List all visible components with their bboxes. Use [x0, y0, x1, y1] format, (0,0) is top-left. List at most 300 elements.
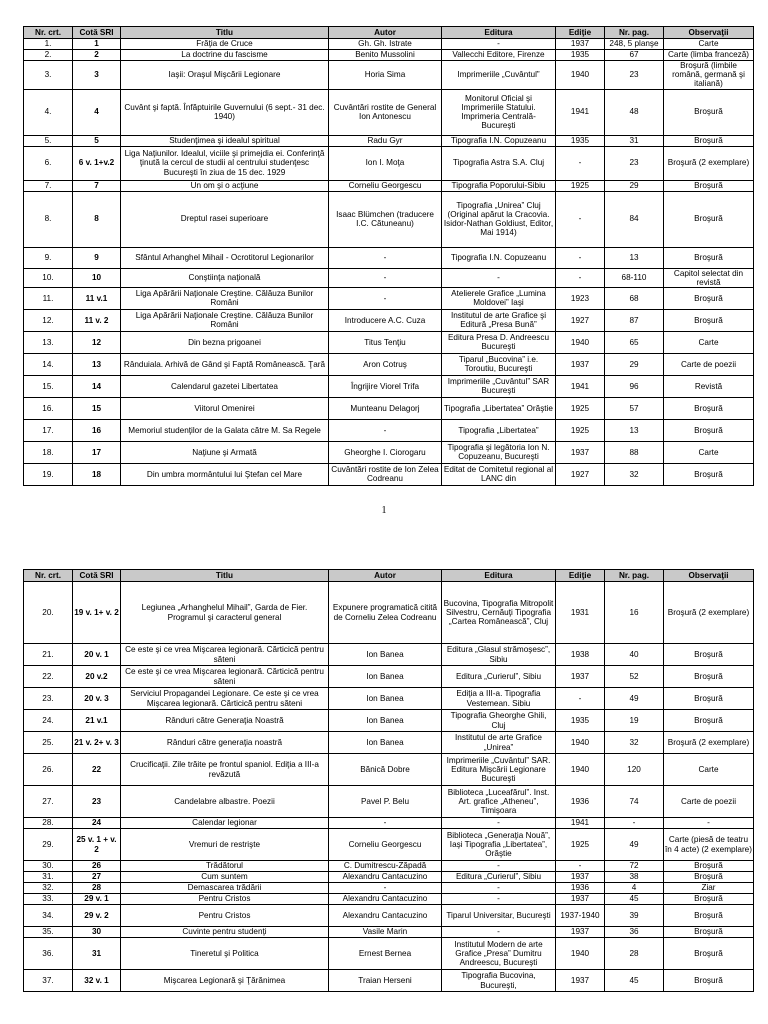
cell-cota: 7 — [73, 180, 121, 191]
cell-titlu: Din umbra mormântului lui Ştefan cel Mare — [121, 463, 329, 485]
cell-cota: 21 v.1 — [73, 710, 121, 732]
cell-editura: Tipografia şi legătoria Ion N. Copuzeanu, Bucureşti — [442, 441, 556, 463]
cell-nr-pag: 40 — [605, 644, 664, 666]
cell-autor: Pavel P. Belu — [329, 786, 442, 818]
cell-editura: Biblioteca „Generaţia Nouă”, Iaşi Tipografia „Libertatea”, Orăştie — [442, 829, 556, 861]
cell-autor: Expunere programatică citită de Corneliu Zelea Codreanu — [329, 582, 442, 644]
cell-nr: 9. — [24, 247, 73, 268]
cell-editura: Bucovina, Tipografia Mitropolit Silvestru, Cernăuţi Tipografia „Cartea Românească”, Cluj — [442, 582, 556, 644]
cell-observatii: Broşură — [664, 191, 754, 247]
cell-editura: Tipografia Astra S.A. Cluj — [442, 146, 556, 180]
cell-nr: 6. — [24, 146, 73, 180]
cell-autor: Aron Cotruş — [329, 353, 442, 375]
cell-editura: Editura „Curierul”, Sibiu — [442, 666, 556, 688]
table-row — [24, 710, 754, 732]
cell-editura: - — [442, 39, 556, 50]
cell-cota: 27 — [73, 872, 121, 883]
cell-observatii: Revistă — [664, 375, 754, 397]
cell-autor: Titus Tenţiu — [329, 331, 442, 353]
cell-autor: Cuvântări rostite de Ion Zelea Codreanu — [329, 463, 442, 485]
cell-cota: 29 v. 2 — [73, 905, 121, 927]
cell-nr-pag: 32 — [605, 732, 664, 754]
cell-cota: 12 — [73, 331, 121, 353]
cell-nr-pag: 120 — [605, 754, 664, 786]
cell-editura: Institutul de arte Grafice „Unirea” — [442, 732, 556, 754]
cell-autor: Traian Herseni — [329, 970, 442, 992]
cell-editie: 1940 — [556, 331, 605, 353]
cell-nr: 16. — [24, 397, 73, 419]
cell-nr: 13. — [24, 331, 73, 353]
cell-cota: 14 — [73, 375, 121, 397]
table-row — [24, 927, 754, 938]
cell-nr-pag: 74 — [605, 786, 664, 818]
table-row — [24, 732, 754, 754]
col-editura: Editura — [442, 570, 556, 582]
cell-observatii: Broşură — [664, 397, 754, 419]
cell-titlu: Rânduri către generaţia noastră — [121, 732, 329, 754]
cell-titlu: Cuvânt şi faptă. Înfăptuirile Guvernului (6 sept.- 31 dec. 1940) — [121, 89, 329, 135]
cell-titlu: Pentru Cristos — [121, 905, 329, 927]
cell-titlu: Studenţimea şi idealul spiritual — [121, 135, 329, 146]
cell-autor: Introducere A.C. Cuza — [329, 309, 442, 331]
cell-observatii: Broşură — [664, 872, 754, 883]
cell-nr: 2. — [24, 50, 73, 61]
cell-nr-pag: 49 — [605, 688, 664, 710]
cell-observatii: Broşură — [664, 644, 754, 666]
cell-nr-pag: 38 — [605, 872, 664, 883]
cell-nr-pag: 68-110 — [605, 268, 664, 287]
cell-titlu: Cuvinte pentru studenţi — [121, 927, 329, 938]
col-titlu: Titlu — [121, 27, 329, 39]
col-titlu: Titlu — [121, 570, 329, 582]
cell-autor: - — [329, 268, 442, 287]
cell-editie: 1938 — [556, 644, 605, 666]
cell-observatii: Broşură (2 exemplare) — [664, 146, 754, 180]
cell-observatii: Broşură — [664, 463, 754, 485]
cell-editura: - — [442, 894, 556, 905]
cell-observatii: Carte — [664, 331, 754, 353]
cell-titlu: Pentru Cristos — [121, 894, 329, 905]
table-body — [24, 582, 754, 992]
cell-nr: 10. — [24, 268, 73, 287]
cell-cota: 31 — [73, 938, 121, 970]
table-row — [24, 287, 754, 309]
cell-observatii: Broşură — [664, 89, 754, 135]
cell-nr: 15. — [24, 375, 73, 397]
cell-observatii: Carte — [664, 754, 754, 786]
cell-autor: Gheorghe I. Ciorogaru — [329, 441, 442, 463]
cell-cota: 21 v. 2+ v. 3 — [73, 732, 121, 754]
cell-editura: Vallecchi Editore, Firenze — [442, 50, 556, 61]
cell-editie: - — [556, 861, 605, 872]
cell-titlu: Un om şi o acţiune — [121, 180, 329, 191]
col-nr: Nr. crt. — [24, 27, 73, 39]
cell-autor: Ion Banea — [329, 732, 442, 754]
cell-observatii: - — [664, 818, 754, 829]
cell-editura: - — [442, 268, 556, 287]
cell-nr-pag: 36 — [605, 927, 664, 938]
cell-observatii: Broşură — [664, 309, 754, 331]
cell-cota: 32 v. 1 — [73, 970, 121, 992]
cell-nr-pag: 45 — [605, 894, 664, 905]
cell-autor: Munteanu Delagorj — [329, 397, 442, 419]
cell-observatii: Broşură — [664, 666, 754, 688]
cell-editura: Editura Presa D. Andreescu Bucureşti — [442, 331, 556, 353]
cell-nr-pag: 96 — [605, 375, 664, 397]
table-page-2 — [23, 569, 753, 992]
cell-cota: 25 v. 1 + v. 2 — [73, 829, 121, 861]
cell-editie: 1937 — [556, 666, 605, 688]
cell-editie: - — [556, 268, 605, 287]
cell-editie: 1937 — [556, 872, 605, 883]
cell-editura: Tipografia Bucovina, Bucureşti, — [442, 970, 556, 992]
cell-titlu: Dreptul rasei superioare — [121, 191, 329, 247]
cell-cota: 20 v.2 — [73, 666, 121, 688]
inventory-table — [23, 26, 754, 486]
cell-observatii: Capitol selectat din revistă — [664, 268, 754, 287]
cell-editie: 1931 — [556, 582, 605, 644]
cell-cota: 13 — [73, 353, 121, 375]
cell-nr: 36. — [24, 938, 73, 970]
table-row — [24, 191, 754, 247]
cell-observatii: Carte (piesă de teatru în 4 acte) (2 exemplare) — [664, 829, 754, 861]
cell-editura: Editura „Glasul strămoşesc”, Sibiu — [442, 644, 556, 666]
cell-titlu: Frăţia de Cruce — [121, 39, 329, 50]
cell-cota: 19 v. 1+ v. 2 — [73, 582, 121, 644]
cell-nr: 5. — [24, 135, 73, 146]
cell-nr: 25. — [24, 732, 73, 754]
cell-autor: Radu Gyr — [329, 135, 442, 146]
cell-autor: Alexandru Cantacuzino — [329, 905, 442, 927]
cell-nr: 22. — [24, 666, 73, 688]
cell-observatii: Carte — [664, 39, 754, 50]
cell-autor: - — [329, 818, 442, 829]
cell-cota: 9 — [73, 247, 121, 268]
cell-editura: Monitorul Oficial şi Imprimeriile Statului. Imprimeria Centrală- Bucureşti — [442, 89, 556, 135]
cell-autor: Alexandru Cantacuzino — [329, 894, 442, 905]
cell-cota: 20 v. 3 — [73, 688, 121, 710]
cell-titlu: Mişcarea Legionară şi Ţărănimea — [121, 970, 329, 992]
cell-titlu: Rânduri către Generaţia Noastră — [121, 710, 329, 732]
cell-titlu: Liga Apărării Naţionale Creştine. Călăuza Bunilor Români — [121, 309, 329, 331]
cell-autor: Gh. Gh. Istrate — [329, 39, 442, 50]
cell-observatii: Broşură — [664, 180, 754, 191]
cell-editura: Atelierele Grafice „Lumina Moldovei” Iaşi — [442, 287, 556, 309]
cell-editura: Tipografia „Libertatea” — [442, 419, 556, 441]
cell-editura: - — [442, 818, 556, 829]
table-row — [24, 970, 754, 992]
cell-nr: 29. — [24, 829, 73, 861]
cell-nr: 11. — [24, 287, 73, 309]
cell-nr: 20. — [24, 582, 73, 644]
cell-autor: Ion Banea — [329, 644, 442, 666]
cell-nr: 26. — [24, 754, 73, 786]
cell-nr: 33. — [24, 894, 73, 905]
cell-autor: Ion I. Moţa — [329, 146, 442, 180]
cell-editie: - — [556, 247, 605, 268]
cell-nr: 34. — [24, 905, 73, 927]
cell-autor: Îngrijire Viorel Trifa — [329, 375, 442, 397]
table-row — [24, 582, 754, 644]
table-row — [24, 61, 754, 90]
cell-observatii: Broşură — [664, 287, 754, 309]
cell-autor: Ion Banea — [329, 666, 442, 688]
cell-editie: 1927 — [556, 309, 605, 331]
cell-editura: Imprimeriile „Cuvântul” SAR. Editura Mişcării Legionare Bucureşti — [442, 754, 556, 786]
cell-editura: Tipografia „Libertatea” Orăştie — [442, 397, 556, 419]
table-row — [24, 644, 754, 666]
cell-autor: C. Dumitrescu-Zăpadă — [329, 861, 442, 872]
cell-nr: 8. — [24, 191, 73, 247]
cell-nr-pag: 57 — [605, 397, 664, 419]
cell-titlu: Calendarul gazetei Libertatea — [121, 375, 329, 397]
cell-titlu: Din bezna prigoanei — [121, 331, 329, 353]
cell-editie: 1925 — [556, 829, 605, 861]
col-editie: Ediţie — [556, 27, 605, 39]
cell-observatii: Broşură (2 exemplare) — [664, 582, 754, 644]
col-nr: Nr. crt. — [24, 570, 73, 582]
cell-editura: - — [442, 861, 556, 872]
table-row — [24, 247, 754, 268]
table-row — [24, 829, 754, 861]
cell-editie: 1936 — [556, 786, 605, 818]
table-row — [24, 905, 754, 927]
cell-titlu: Legiunea „Arhanghelul Mihail”, Garda de Fier. Programul şi caracterul general — [121, 582, 329, 644]
cell-autor: Ion Banea — [329, 688, 442, 710]
cell-editie: 1937 — [556, 970, 605, 992]
cell-nr: 3. — [24, 61, 73, 90]
cell-editura: Imprimeriile „Cuvântul” — [442, 61, 556, 90]
table-row — [24, 883, 754, 894]
cell-observatii: Broşură — [664, 927, 754, 938]
cell-editie: 1941 — [556, 89, 605, 135]
cell-nr-pag: 23 — [605, 146, 664, 180]
cell-cota: 2 — [73, 50, 121, 61]
cell-cota: 20 v. 1 — [73, 644, 121, 666]
cell-cota: 15 — [73, 397, 121, 419]
cell-titlu: Trădătorul — [121, 861, 329, 872]
cell-cota: 10 — [73, 268, 121, 287]
cell-nr-pag: 13 — [605, 419, 664, 441]
cell-autor: Isaac Blümchen (traducere I.C. Cătuneanu) — [329, 191, 442, 247]
cell-editie: 1935 — [556, 135, 605, 146]
cell-nr: 35. — [24, 927, 73, 938]
cell-editie: 1925 — [556, 180, 605, 191]
cell-nr: 17. — [24, 419, 73, 441]
cell-nr-pag: 13 — [605, 247, 664, 268]
cell-editura: Editat de Comitetul regional al LANC din — [442, 463, 556, 485]
cell-editie: 1940 — [556, 732, 605, 754]
cell-titlu: Candelabre albastre. Poezii — [121, 786, 329, 818]
cell-nr: 14. — [24, 353, 73, 375]
table-row — [24, 938, 754, 970]
inventory-table — [23, 569, 754, 992]
cell-observatii: Broşură — [664, 135, 754, 146]
cell-titlu: Naţiune şi Armată — [121, 441, 329, 463]
cell-cota: 6 v. 1+v.2 — [73, 146, 121, 180]
cell-cota: 18 — [73, 463, 121, 485]
cell-observatii: Broşură — [664, 710, 754, 732]
cell-editie: 1937 — [556, 39, 605, 50]
cell-nr-pag: 68 — [605, 287, 664, 309]
cell-nr-pag: 23 — [605, 61, 664, 90]
col-cota: Cotă SRI — [73, 27, 121, 39]
cell-nr-pag: - — [605, 818, 664, 829]
col-editie: Ediţie — [556, 570, 605, 582]
cell-observatii: Ziar — [664, 883, 754, 894]
cell-editie: 1935 — [556, 710, 605, 732]
cell-cota: 24 — [73, 818, 121, 829]
cell-editura: Tipografia „Unirea” Cluj (Original apărut la Cracovia. Isidor-Nathan Goldiust, Editor, Mai 1914) — [442, 191, 556, 247]
cell-cota: 26 — [73, 861, 121, 872]
table-row — [24, 375, 754, 397]
table-body — [24, 39, 754, 486]
cell-cota: 8 — [73, 191, 121, 247]
cell-editie: 1940 — [556, 61, 605, 90]
col-autor: Autor — [329, 570, 442, 582]
cell-editie: 1936 — [556, 883, 605, 894]
cell-nr: 18. — [24, 441, 73, 463]
cell-observatii: Carte (limba franceză) — [664, 50, 754, 61]
col-cota: Cotă SRI — [73, 570, 121, 582]
cell-observatii: Broşură (2 exemplare) — [664, 732, 754, 754]
cell-nr: 30. — [24, 861, 73, 872]
table-row — [24, 463, 754, 485]
col-autor: Autor — [329, 27, 442, 39]
cell-titlu: Liga Naţiunilor. Idealul, viciile şi primejdia ei. Conferinţă ţinută la cercul de studii al centrului studenţesc Bucureşti în ziua de 15 dec. 1929 — [121, 146, 329, 180]
cell-editie: 1925 — [556, 397, 605, 419]
cell-nr-pag: 32 — [605, 463, 664, 485]
cell-nr-pag: 31 — [605, 135, 664, 146]
table-row — [24, 786, 754, 818]
cell-editura: Tipografia Gheorghe Ghili, Cluj — [442, 710, 556, 732]
cell-titlu: Memoriul studenţilor de la Galata către M. Sa Regele — [121, 419, 329, 441]
cell-cota: 28 — [73, 883, 121, 894]
cell-cota: 4 — [73, 89, 121, 135]
cell-nr-pag: 88 — [605, 441, 664, 463]
cell-nr-pag: 248, 5 planşe — [605, 39, 664, 50]
cell-titlu: La doctrine du fascisme — [121, 50, 329, 61]
cell-editie: 1940 — [556, 938, 605, 970]
table-row — [24, 397, 754, 419]
cell-nr-pag: 87 — [605, 309, 664, 331]
table-row — [24, 441, 754, 463]
table-row — [24, 872, 754, 883]
cell-editura: Institutul Modern de arte Grafice „Presa” Dumitru Andreescu, Bucureşti — [442, 938, 556, 970]
cell-nr: 28. — [24, 818, 73, 829]
cell-nr: 1. — [24, 39, 73, 50]
col-observatii: Observaţii — [664, 27, 754, 39]
cell-titlu: Liga Apărării Naţionale Creştine. Călăuza Bunilor Români — [121, 287, 329, 309]
cell-editie: 1923 — [556, 287, 605, 309]
cell-editie: 1935 — [556, 50, 605, 61]
cell-observatii: Carte de poezii — [664, 786, 754, 818]
cell-editura: - — [442, 883, 556, 894]
cell-nr: 23. — [24, 688, 73, 710]
table-row — [24, 688, 754, 710]
cell-autor: Alexandru Cantacuzino — [329, 872, 442, 883]
cell-titlu: Sfântul Arhanghel Mihail - Ocrotitorul Legionarilor — [121, 247, 329, 268]
cell-cota: 5 — [73, 135, 121, 146]
cell-autor: Cuvântări rostite de General Ion Antonescu — [329, 89, 442, 135]
cell-cota: 30 — [73, 927, 121, 938]
cell-editie: 1927 — [556, 463, 605, 485]
cell-autor: Corneliu Georgescu — [329, 829, 442, 861]
table-row — [24, 309, 754, 331]
table-row — [24, 894, 754, 905]
cell-editura: Tipografia Poporului-Sibiu — [442, 180, 556, 191]
cell-observatii: Broşură — [664, 970, 754, 992]
table-row — [24, 180, 754, 191]
cell-editie: 1937-1940 — [556, 905, 605, 927]
cell-autor: - — [329, 287, 442, 309]
cell-nr: 4. — [24, 89, 73, 135]
table-row — [24, 50, 754, 61]
cell-autor: Ion Banea — [329, 710, 442, 732]
cell-editura: Tiparul Universitar, Bucureşti — [442, 905, 556, 927]
table-row — [24, 754, 754, 786]
cell-editie: 1937 — [556, 927, 605, 938]
cell-titlu: Vremuri de restrişte — [121, 829, 329, 861]
cell-observatii: Broşură — [664, 905, 754, 927]
header-row — [24, 27, 754, 39]
cell-editie: 1937 — [556, 353, 605, 375]
cell-cota: 3 — [73, 61, 121, 90]
cell-editie: - — [556, 146, 605, 180]
cell-editie: - — [556, 688, 605, 710]
cell-cota: 11 v.1 — [73, 287, 121, 309]
table-row — [24, 861, 754, 872]
cell-titlu: Ce este şi ce vrea Mişcarea legionară. Cărticică pentru săteni — [121, 666, 329, 688]
cell-nr: 37. — [24, 970, 73, 992]
cell-editura: Imprimeriile „Cuvântul” SAR Bucureşti — [442, 375, 556, 397]
table-row — [24, 135, 754, 146]
table-row — [24, 666, 754, 688]
cell-editura: Biblioteca „Luceafărul”. Inst. Art. grafice „Atheneu”, Timişoara — [442, 786, 556, 818]
cell-nr: 7. — [24, 180, 73, 191]
cell-titlu: Rânduiala. Arhivă de Gând şi Faptă Românească. Ţară — [121, 353, 329, 375]
cell-cota: 11 v. 2 — [73, 309, 121, 331]
table-page-1 — [23, 26, 753, 486]
table-row — [24, 146, 754, 180]
cell-nr-pag: 16 — [605, 582, 664, 644]
cell-autor: Ernest Bernea — [329, 938, 442, 970]
cell-observatii: Broşură — [664, 247, 754, 268]
cell-editie: 1937 — [556, 441, 605, 463]
cell-editie: 1937 — [556, 894, 605, 905]
col-nr-pag: Nr. pag. — [605, 570, 664, 582]
cell-autor: Benito Mussolini — [329, 50, 442, 61]
cell-editura: Tiparul „Bucovina” i.e. Toroutiu, Bucureşti — [442, 353, 556, 375]
cell-nr-pag: 29 — [605, 353, 664, 375]
cell-titlu: Conştiinţa naţională — [121, 268, 329, 287]
cell-autor: Corneliu Georgescu — [329, 180, 442, 191]
cell-nr: 24. — [24, 710, 73, 732]
cell-autor: - — [329, 883, 442, 894]
table-row — [24, 89, 754, 135]
cell-autor: Horia Sima — [329, 61, 442, 90]
cell-editura: - — [442, 927, 556, 938]
table-row — [24, 818, 754, 829]
cell-titlu: Crucificaţii. Zile trăite pe frontul spaniol. Ediţia a III-a revăzută — [121, 754, 329, 786]
cell-nr-pag: 4 — [605, 883, 664, 894]
table-row — [24, 331, 754, 353]
cell-titlu: Demascarea trădării — [121, 883, 329, 894]
cell-nr-pag: 45 — [605, 970, 664, 992]
cell-observatii: Carte de poezii — [664, 353, 754, 375]
col-observatii: Observaţii — [664, 570, 754, 582]
page-number: 1 — [381, 505, 387, 516]
